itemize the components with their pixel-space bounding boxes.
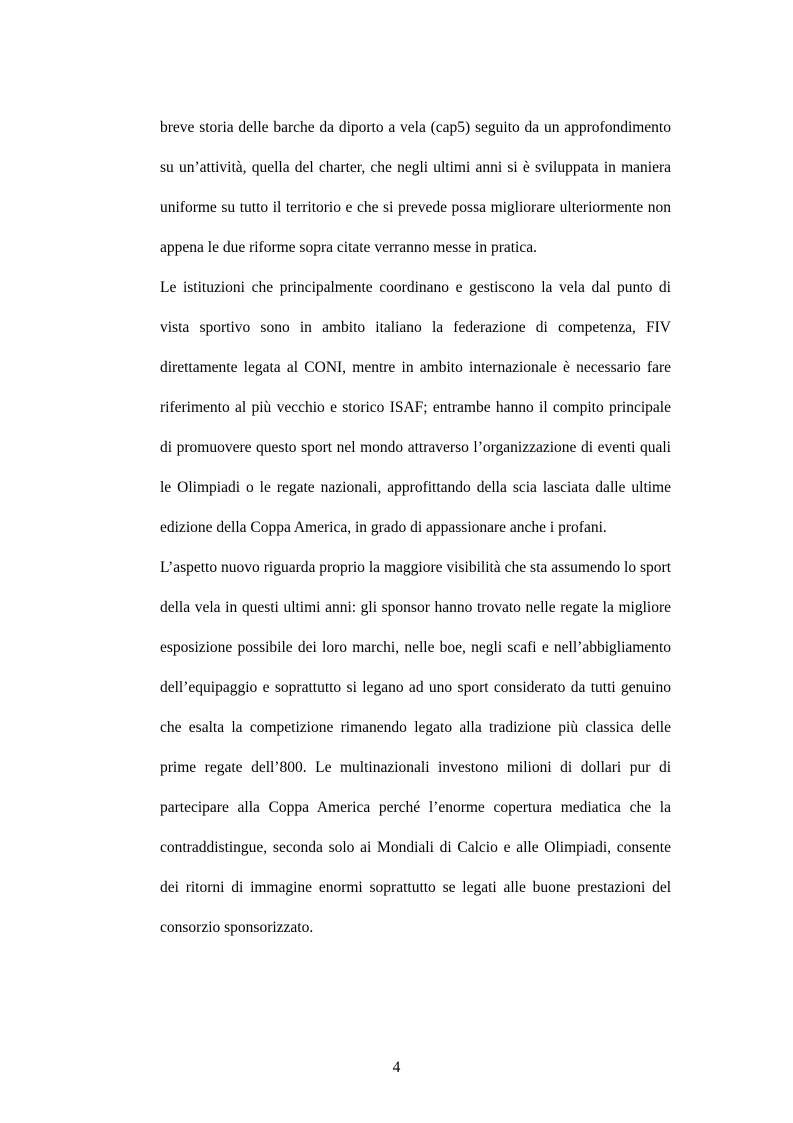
- body-text: [160, 108, 671, 948]
- paragraph-charter-intro: breve storia delle barche da diporto a vela (cap5) seguito da un approfondimento su un’attività, quella del charter, che negli ultimi anni si è sviluppata in maniera uniforme su tutto il territorio e che si prevede possa migliorare ulteriormente non appena le due riforme sopra citate verranno messe in pratica.: [160, 119, 671, 256]
- paragraph-sponsorship: L’aspetto nuovo riguarda proprio la maggiore visibilità che sta assumendo lo sport della vela in questi ultimi anni: gli sponsor hanno trovato nelle regate la migliore esposizione possibile dei loro marchi, nelle boe, negli scafi e nell’abbigliamento dell’equipaggio e soprattutto si legano ad uno sport considerato da tutti genuino che esalta la competizione rimanendo legato alla tradizione più classica delle prime regate dell’800. Le multinazionali investono milioni di dollari pur di partecipare alla Coppa America perché l’enorme copertura mediatica che la contraddistingue, seconda solo ai Mondiali di Calcio e alle Olimpiadi, consente dei ritorni di immagine enormi soprattutto se legati alle buone prestazioni del consorzio sponsorizzato.: [160, 559, 671, 936]
- paragraph-institutions: Le istituzioni che principalmente coordinano e gestiscono la vela dal punto di vista sportivo sono in ambito italiano la federazione di competenza, FIV direttamente legata al CONI, mentre in ambito internazionale è necessario fare riferimento al più vecchio e storico ISAF; entrambe hanno il compito principale di promuovere questo sport nel mondo attraverso l’organizzazione di eventi quali le Olimpiadi o le regate nazionali, approfittando della scia lasciata dalle ultime edizione della Coppa America, in grado di appassionare anche i profani.: [160, 279, 671, 536]
- page-number: 4: [392, 1059, 401, 1076]
